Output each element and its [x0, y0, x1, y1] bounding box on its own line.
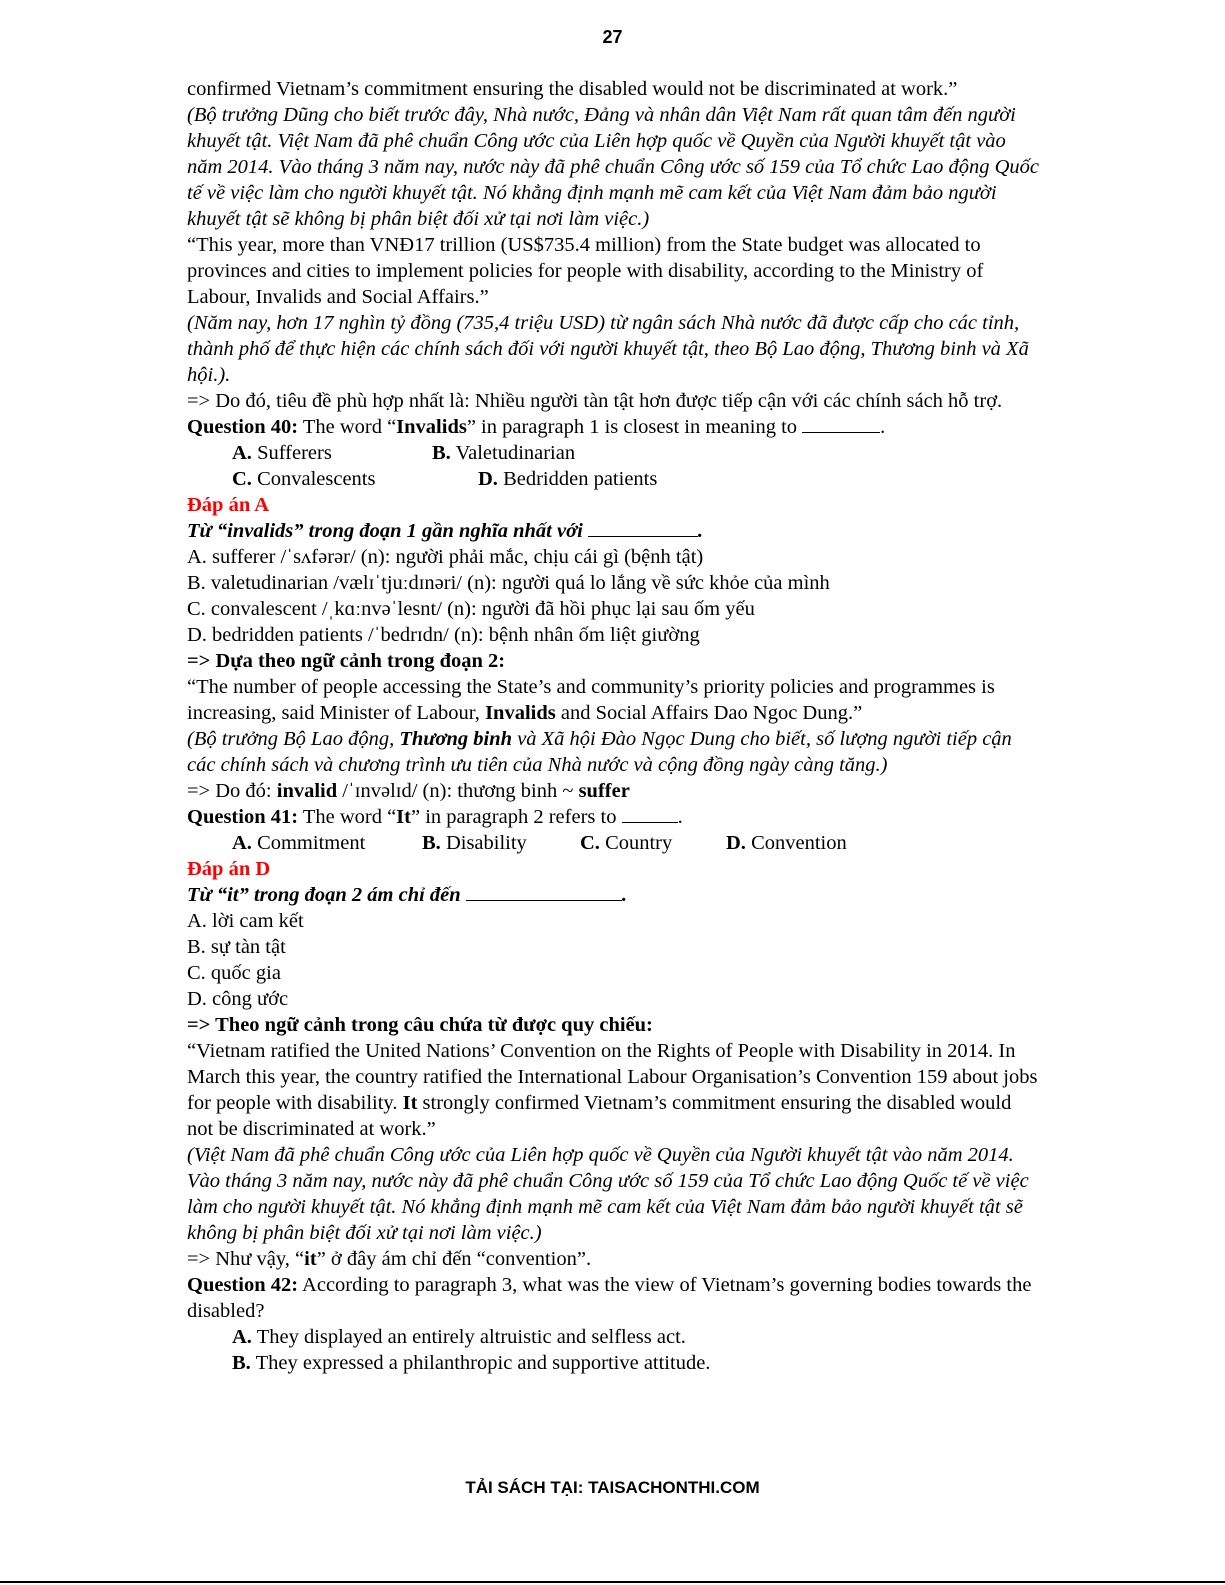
definition-line: D. công ước — [187, 988, 289, 1010]
options-row — [187, 466, 1042, 492]
conclusion-line: => Do đó, tiêu đề phù hợp nhất là: Nhiều người tàn tật hơn được tiếp cận với các chính sách hỗ trợ. — [187, 390, 1003, 412]
option-text: Valetudinarian — [450, 442, 576, 464]
question-keyword: Invalids — [396, 416, 467, 438]
option-text: Convention — [745, 832, 847, 854]
conclusion-line — [187, 778, 1042, 804]
answer-label: Đáp án D — [187, 858, 271, 880]
option-text: Convalescents — [251, 468, 376, 490]
option-b — [187, 1350, 1042, 1376]
option-letter: A. — [232, 442, 252, 464]
bottom-divider — [0, 1581, 1225, 1583]
conclusion-text: => Như vậy, “ — [187, 1248, 305, 1270]
question-42 — [187, 1272, 1042, 1324]
option-letter: A. — [232, 1326, 252, 1348]
option-text: Country — [599, 832, 673, 854]
conclusion-keyword: invalid — [276, 780, 338, 802]
conclusion-text: ” ở đây ám chỉ đến “convention”. — [316, 1248, 592, 1270]
explanation-prompt — [187, 882, 1042, 908]
quote-paragraph — [187, 1038, 1042, 1142]
question-text: The word “ — [298, 416, 397, 438]
answer-label: Đáp án A — [187, 494, 270, 516]
option-b — [432, 440, 575, 466]
definition-line: B. valetudinarian /vælɪˈtjuːdɪnəri/ (n): người quá lo lắng về sức khỏe của mình — [187, 572, 830, 594]
conclusion-keyword: suffer — [578, 780, 630, 802]
option-letter: C. — [580, 832, 600, 854]
conclusion-line — [187, 1246, 1042, 1272]
option-text: Bedridden patients — [497, 468, 658, 490]
question-keyword: It — [396, 806, 411, 828]
option-a — [187, 1324, 1042, 1350]
answer-blank — [622, 804, 678, 823]
answer-blank — [588, 518, 698, 537]
options-row — [187, 440, 1042, 466]
option-a — [232, 830, 422, 856]
option-c — [580, 830, 726, 856]
option-a — [232, 440, 432, 466]
question-text: . — [880, 416, 886, 438]
option-d — [478, 466, 657, 492]
question-text: ” in paragraph 2 refers to — [410, 806, 622, 828]
document-body — [187, 76, 1042, 1376]
question-label: Question 41: — [187, 806, 299, 828]
translation-text: và Xã hội Đào Ngọc Dung cho biết, số lượng người tiếp cận các chính sách và chương trình ưu tiên của Nhà nước và cộng đồng ngày càng tăng.) — [187, 728, 1012, 776]
option-text: Disability — [440, 832, 527, 854]
question-label: Question 42: — [187, 1274, 299, 1296]
option-letter: B. — [422, 832, 441, 854]
definition-line: C. convalescent /ˌkɑːnvəˈlesnt/ (n): người đã hồi phục lại sau ốm yếu — [187, 598, 755, 620]
basis-heading: => Theo ngữ cảnh trong câu chứa từ được quy chiếu: — [187, 1014, 653, 1036]
conclusion-keyword: it — [304, 1248, 317, 1270]
definition-line: B. sự tàn tật — [187, 936, 286, 958]
quote-text: “Vietnam ratified the United Nations’ Convention on the Rights of People with Disability in 2014. In March this year, the country ratified the International Labour Organisation’s Convention 159 about jobs for people with disability. — [187, 1040, 1038, 1114]
quote-keyword: Invalids — [485, 702, 556, 724]
quote-text: and Social Affairs Dao Ngoc Dung.” — [555, 702, 863, 724]
translation-paragraph: (Việt Nam đã phê chuẩn Công ước của Liên hợp quốc về Quyền của Người khuyết tật vào năm 2014. Vào tháng 3 năm nay, nước này đã phê chuẩn Công ước số 159 của Tổ chức Lao động Quốc tế về việc làm cho người khuyết tật. Nó khẳng định mạnh mẽ cam kết của Việt Nam đảm bảo người khuyết tật sẽ không bị phân biệt đối xử tại nơi làm việc.) — [187, 1144, 1029, 1244]
option-text: Commitment — [251, 832, 366, 854]
question-text: The word “ — [298, 806, 397, 828]
prompt-text: Từ “invalids” trong đoạn 1 gần nghĩa nhất với — [187, 520, 588, 542]
option-b — [422, 830, 580, 856]
option-letter: D. — [726, 832, 746, 854]
definition-line: D. bedridden patients /ˈbedrɪdn/ (n): bệnh nhân ốm liệt giường — [187, 624, 700, 646]
basis-heading: => Dựa theo ngữ cảnh trong đoạn 2: — [187, 650, 506, 672]
translation-paragraph — [187, 726, 1042, 778]
option-letter: C. — [232, 468, 252, 490]
option-text: They displayed an entirely altruistic and selfless act. — [251, 1326, 686, 1348]
option-text: They expressed a philanthropic and supportive attitude. — [250, 1352, 711, 1374]
option-letter: B. — [232, 1352, 251, 1374]
translation-keyword: Thương binh — [399, 728, 513, 750]
question-41 — [187, 804, 1042, 830]
translation-paragraph: (Bộ trưởng Dũng cho biết trước đây, Nhà nước, Đảng và nhân dân Việt Nam rất quan tâm đến người khuyết tật. Việt Nam đã phê chuẩn Công ước của Liên hợp quốc về Quyền của Người khuyết tật vào năm 2014. Vào tháng 3 năm nay, nước này đã phê chuẩn Công ước số 159 của Tổ chức Lao động Quốc tế về việc làm cho người khuyết tật. Nó khẳng định mạnh mẽ cam kết của Việt Nam đảm bảo người khuyết tật sẽ không bị phân biệt đối xử tại nơi làm việc.) — [187, 104, 1039, 230]
quote-paragraph — [187, 674, 1042, 726]
paragraph: confirmed Vietnam’s commitment ensuring the disabled would not be discriminated at work.” — [187, 78, 958, 100]
question-text: . — [677, 806, 683, 828]
page-number: 27 — [602, 27, 623, 47]
question-text: According to paragraph 3, what was the view of Vietnam’s governing bodies towards the disabled? — [187, 1274, 1032, 1322]
conclusion-text: => Do đó: — [187, 780, 277, 802]
translation-text: (Bộ trưởng Bộ Lao động, — [187, 728, 400, 750]
options-row — [187, 830, 1042, 856]
paragraph: “This year, more than VNĐ17 trillion (US$735.4 million) from the State budget was allocated to provinces and cities to implement policies for people with disability, according to the Ministry of Labour, Invalids and Social Affairs.” — [187, 234, 984, 308]
quote-keyword: It — [402, 1092, 418, 1114]
question-label: Question 40: — [187, 416, 299, 438]
definition-line: A. lời cam kết — [187, 910, 304, 932]
prompt-text: . — [621, 884, 627, 906]
option-text: Sufferers — [251, 442, 332, 464]
option-c — [232, 466, 478, 492]
option-letter: A. — [232, 832, 252, 854]
question-text: ” in paragraph 1 is closest in meaning to — [466, 416, 803, 438]
definition-line: A. sufferer /ˈsʌfərər/ (n): người phải mắc, chịu cái gì (bệnh tật) — [187, 546, 704, 568]
option-d — [726, 830, 847, 856]
quote-text: “The number of people accessing the State’s and community’s priority policies and programmes is increasing, said Minister of Labour, — [187, 676, 995, 724]
option-letter: D. — [478, 468, 498, 490]
definition-line: C. quốc gia — [187, 962, 281, 984]
option-letter: B. — [432, 442, 451, 464]
answer-blank — [466, 882, 622, 901]
prompt-text: . — [697, 520, 704, 542]
explanation-prompt — [187, 518, 1042, 544]
conclusion-text: /ˈɪnvəlɪd/ (n): thương binh ~ — [337, 780, 579, 802]
answer-blank — [802, 414, 880, 433]
question-40 — [187, 414, 1042, 440]
footer-download-link: TẢI SÁCH TẠI: TAISACHONTHI.COM — [465, 1478, 760, 1497]
prompt-text: Từ “it” trong đoạn 2 ám chỉ đến — [187, 884, 466, 906]
quote-text: strongly confirmed Vietnam’s commitment ensuring the disabled would not be discriminated at work.” — [187, 1092, 1012, 1140]
translation-paragraph: (Năm nay, hơn 17 nghìn tỷ đồng (735,4 triệu USD) từ ngân sách Nhà nước đã được cấp cho các tỉnh, thành phố để thực hiện các chính sách đối với người khuyết tật, theo Bộ Lao động, Thương binh và Xã hội.). — [187, 312, 1029, 386]
